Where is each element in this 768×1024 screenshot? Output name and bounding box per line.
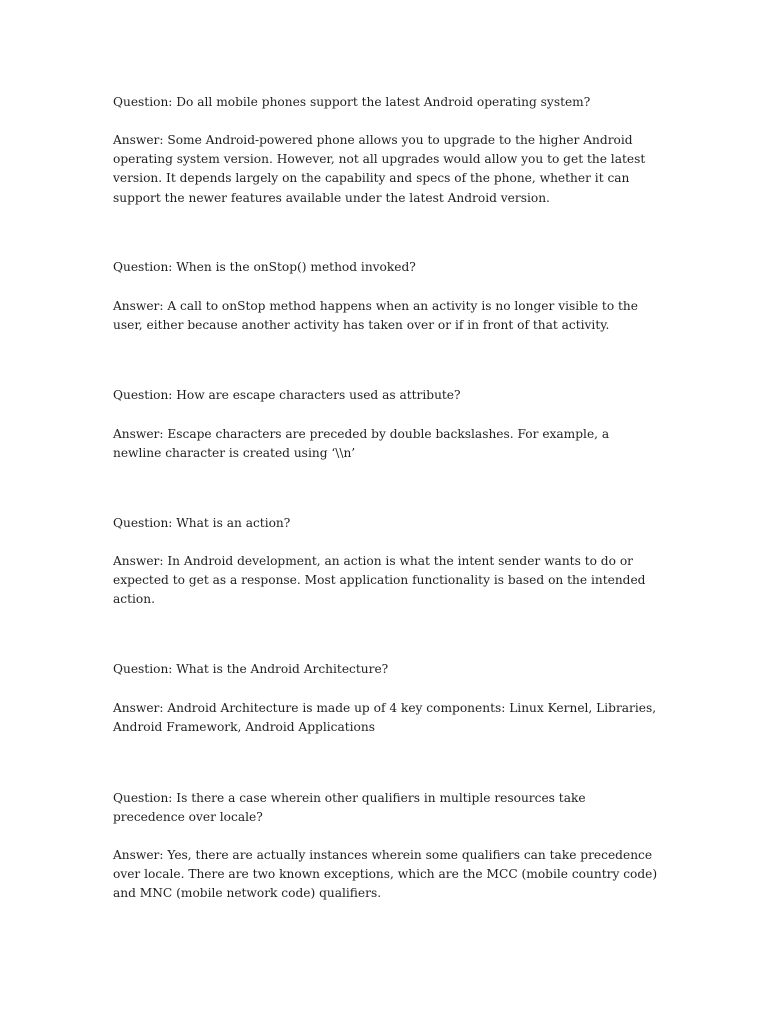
answer-6: Answer: Yes, there are actually instances wherein some qualifiers can take precedence over locale. There are two known exceptions, which are the MCC (mobile country code) and MNC (mobile network code) qualifiers.: [113, 848, 658, 901]
answer-2: Answer: A call to onStop method happens when an activity is no longer visible to the user, either because another activity has taken over or if in front of that activity.: [113, 299, 638, 333]
answer-3: Answer: Escape characters are preceded by double backslashes. For example, a newline character is created using ‘\\n’: [113, 427, 610, 461]
answer-5: Answer: Android Architecture is made up of 4 key components: Linux Kernel, Libraries, Android Framework, Android Applications: [113, 701, 657, 735]
answer-4: Answer: In Android development, an action is what the intent sender wants to do or expected to get as a response. Most application functionality is based on the intended action.: [113, 554, 646, 607]
question-5: Question: What is the Android Architecture?: [113, 662, 389, 676]
question-1: Question: Do all mobile phones support the latest Android operating system?: [113, 95, 591, 109]
answer-1: Answer: Some Android-powered phone allows you to upgrade to the higher Android operating system version. However, not all upgrades would allow you to get the latest version. It depends largely on the capability and specs of the phone, whether it can support the newer features available under the latest Android version.: [113, 133, 646, 205]
question-2: Question: When is the onStop() method invoked?: [113, 260, 416, 274]
question-3: Question: How are escape characters used as attribute?: [113, 388, 461, 402]
question-6: Question: Is there a case wherein other qualifiers in multiple resources take precedence over locale?: [113, 791, 586, 825]
question-4: Question: What is an action?: [113, 516, 291, 530]
